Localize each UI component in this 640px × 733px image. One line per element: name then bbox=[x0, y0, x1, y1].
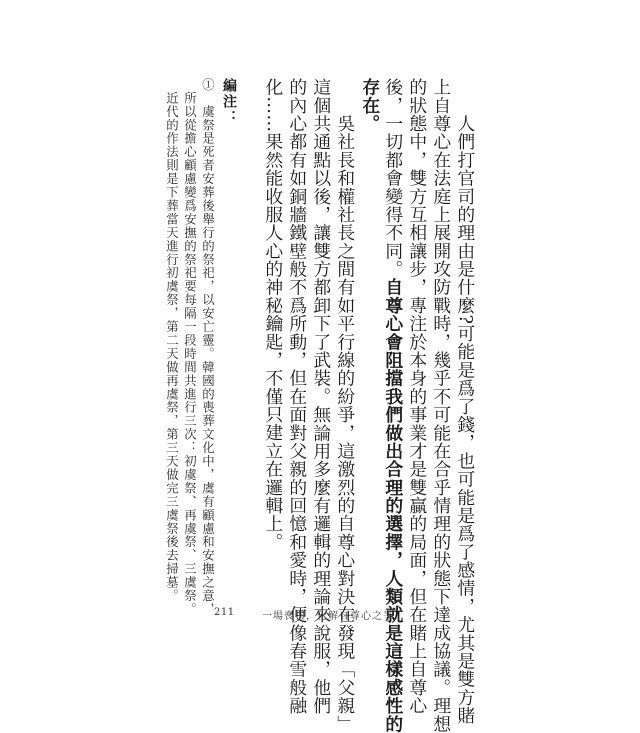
text-run: 後，一切都會變得不同。 bbox=[382, 78, 404, 279]
text-run: 人們打官司的理由是什麼?可能是爲了錢，也可能是爲了感情，尤其是雙方賭 bbox=[454, 78, 476, 725]
page-footer bbox=[0, 607, 640, 621]
text-run: 的狀態中，雙方互相讓步，專注於本身的事業才是雙贏的局面，但在賭上自尊心 bbox=[406, 78, 428, 715]
body-line-6 bbox=[336, 78, 354, 733]
text-run: 這個共通點以後，讓雙方都卸下了武裝。無論用多麼有邏輯的理論來說服，他們 bbox=[310, 78, 332, 715]
emphasized-text: 自尊心會阻擋我們做出合理的選擇，人類就是這樣感性的 bbox=[382, 278, 404, 733]
note-line-1: ① 虞祭是死者安葬後舉行的祭祀，以安亡靈。韓國的喪葬文化中，虞有顧慮和安撫之意， bbox=[200, 78, 216, 616]
note-line-3: 近代的作法則是下葬當天進行初虞祭，第二天做再虞祭，第三天做完三虞祭後去掃墓。 bbox=[164, 78, 180, 603]
body-line-1 bbox=[456, 78, 474, 725]
text-run: 上自尊心在法庭上展開攻防戰時，幾乎不可能在合乎情理的狀態下達成協議。理想 bbox=[430, 78, 452, 733]
emphasized-text: 存在。 bbox=[359, 78, 381, 133]
notes-title: 編注： bbox=[221, 78, 237, 126]
body-line-4 bbox=[384, 78, 402, 733]
body-line-9 bbox=[264, 78, 282, 551]
body-line-5 bbox=[361, 78, 379, 133]
text-run: 化……果然能收服人心的神秘鑰匙，不僅只建立在邏輯上。 bbox=[262, 78, 284, 551]
note-line-2: 所以從擔心顧慮變爲安撫的祭祀要每隔一段時間共進行三次：初虞祭、再虞祭、三虞祭。 bbox=[182, 78, 198, 616]
text-run: 的內心都有如銅牆鐵壁般不爲所動，但在面對父親的回憶和愛時，便像春雪般融 bbox=[286, 78, 308, 715]
running-head: 一場喪禮，化解自尊心之爭 bbox=[262, 611, 394, 622]
page-number: 211 bbox=[214, 607, 235, 618]
text-run: 吳社長和權社長之間有如平行線的紛爭，這激烈的自尊心對決在發現「父親」 bbox=[334, 78, 356, 733]
body-line-2 bbox=[432, 78, 450, 733]
